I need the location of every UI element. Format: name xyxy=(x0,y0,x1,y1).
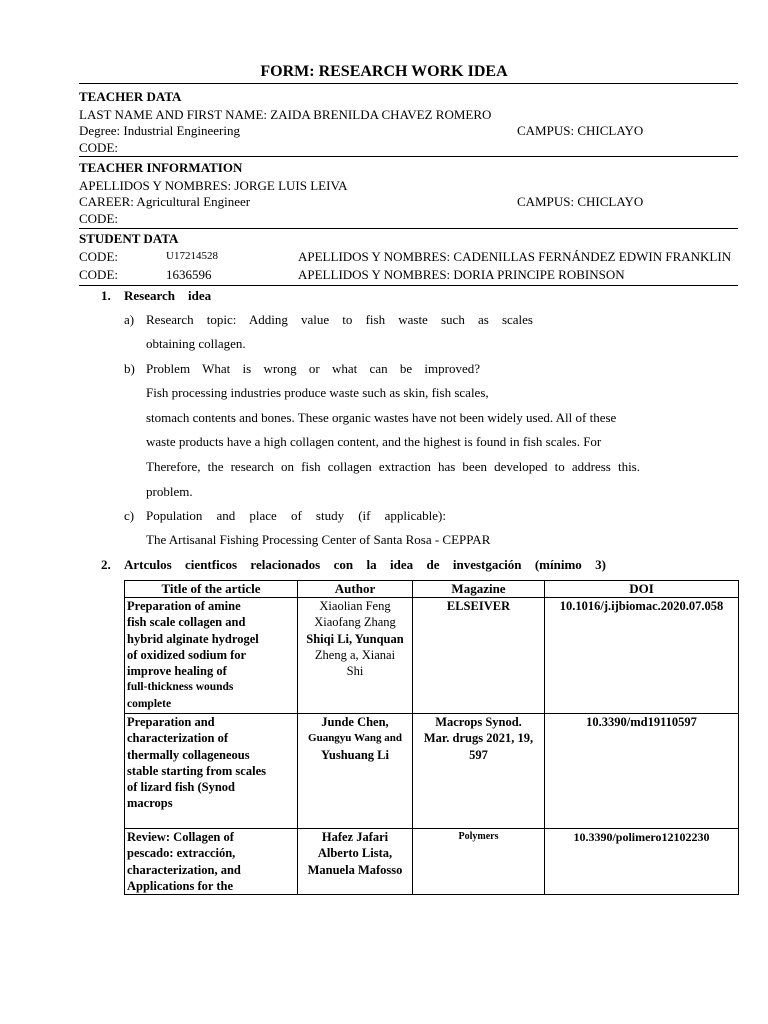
teacher-information-heading: TEACHER INFORMATION xyxy=(79,160,243,175)
teacher-code: CODE: xyxy=(79,140,118,155)
article-author: Junde Chen, Guangyu Wang and Yushuang Li xyxy=(298,714,413,829)
article-doi: 10.3390/md19110597 xyxy=(545,714,739,829)
student-code: 1636596 xyxy=(166,267,212,282)
section-2-number: 2. xyxy=(101,557,111,572)
divider xyxy=(79,83,738,84)
item-b-label: b) xyxy=(124,361,135,376)
article-title: Review: Collagen of pescado: extracción, characterization, and Applications for the xyxy=(125,829,298,895)
teacher-name: LAST NAME AND FIRST NAME: ZAIDA BRENILDA CHAVEZ ROMERO xyxy=(79,107,492,122)
section-1-number: 1. xyxy=(101,288,111,303)
student-name: APELLIDOS Y NOMBRES: DORIA PRINCIPE ROBINSON xyxy=(298,267,625,282)
header-doi: DOI xyxy=(545,581,739,598)
item-a-label: a) xyxy=(124,312,135,327)
problem-text: waste products have a high collagen content, and the highest is found in fish scales. For xyxy=(146,434,602,449)
population-question: Population and place of study (if applicable): xyxy=(146,508,446,523)
divider xyxy=(79,228,738,229)
divider xyxy=(79,156,738,157)
table-row xyxy=(125,714,739,829)
advisor-career: CAREER: Agricultural Engineer xyxy=(79,194,251,209)
header-title: Title of the article xyxy=(125,581,298,598)
student-code: U17214528 xyxy=(166,250,218,262)
article-magazine: Macrops Synod. Mar. drugs 2021, 19, 597 xyxy=(413,714,545,829)
problem-text: Therefore, the research on fish collagen extraction has been developed to address this. xyxy=(146,459,640,474)
article-magazine: Polymers xyxy=(413,829,545,895)
student-data-heading: STUDENT DATA xyxy=(79,231,179,246)
teacher-data-heading: TEACHER DATA xyxy=(79,89,182,104)
article-author: Hafez Jafari Alberto Lista, Manuela Mafosso xyxy=(298,829,413,895)
table-header-row xyxy=(125,581,739,598)
problem-text: problem. xyxy=(146,484,193,499)
student-code-label: CODE: xyxy=(79,267,118,282)
table-row xyxy=(125,598,739,714)
problem-text: Fish processing industries produce waste such as skin, fish scales, xyxy=(146,385,489,400)
section-2-heading: Artculos cientficos relacionados con la idea de investgación (mínimo 3) xyxy=(124,557,606,572)
article-author: Xiaolian Feng Xiaofang Zhang Shiqi Li, Yunquan Zheng a, Xianai Shi xyxy=(298,598,413,714)
student-name: APELLIDOS Y NOMBRES: CADENILLAS FERNÁNDEZ EDWIN FRANKLIN xyxy=(298,249,732,264)
article-doi: 10.3390/polimero12102230 xyxy=(545,829,739,895)
articles-table xyxy=(124,580,739,895)
article-title: Preparation of amine fish scale collagen and hybrid alginate hydrogel of oxidized sodium for improve healing of full-thickness wounds complete xyxy=(125,598,298,714)
article-title: Preparation and characterization of thermally collageneous stable starting from scales of lizard fish (Synod macrops xyxy=(125,714,298,829)
advisor-campus: CAMPUS: CHICLAYO xyxy=(517,194,644,209)
header-author: Author xyxy=(298,581,413,598)
section-1-heading: Research idea xyxy=(124,288,212,303)
teacher-campus: CAMPUS: CHICLAYO xyxy=(517,123,644,138)
form-title: FORM: RESEARCH WORK IDEA xyxy=(260,63,508,80)
teacher-degree: Degree: Industrial Engineering xyxy=(79,123,240,138)
advisor-name: APELLIDOS Y NOMBRES: JORGE LUIS LEIVA xyxy=(79,178,348,193)
article-doi: 10.1016/j.ijbiomac.2020.07.058 xyxy=(545,598,739,714)
item-c-label: c) xyxy=(124,508,135,523)
header-magazine: Magazine xyxy=(413,581,545,598)
problem-question: Problem What is wrong or what can be improved? xyxy=(146,361,480,376)
student-code-label: CODE: xyxy=(79,249,118,264)
research-topic: Research topic: Adding value to fish waste such as scales xyxy=(146,312,533,327)
population-answer: The Artisanal Fishing Processing Center of Santa Rosa - CEPPAR xyxy=(146,532,491,547)
advisor-code: CODE: xyxy=(79,211,118,226)
research-topic-cont: obtaining collagen. xyxy=(146,336,246,351)
problem-text: stomach contents and bones. These organic wastes have not been widely used. All of these xyxy=(146,410,617,425)
table-row xyxy=(125,829,739,895)
divider xyxy=(79,285,738,286)
article-magazine: ELSEIVER xyxy=(413,598,545,714)
